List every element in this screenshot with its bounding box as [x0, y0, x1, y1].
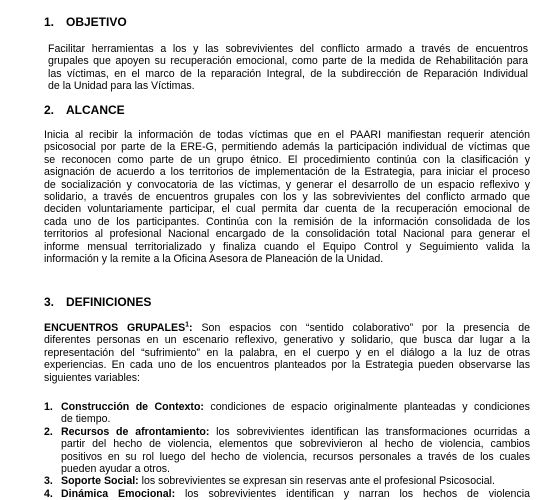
variable-term: Recursos de afrontamiento: — [61, 425, 210, 438]
text-line — [61, 426, 530, 438]
text-line: experiencias. En cada uno de los encuentros planteados por la Estrategia pueden observarse las — [44, 359, 530, 372]
section-number: 2. — [44, 103, 55, 117]
text-line: pueden ayudar a otros. — [61, 463, 170, 476]
section-heading-definiciones — [44, 296, 151, 309]
list-number: 3. — [44, 475, 53, 488]
text-line: información y la remite a la Oficina Asesora de Planeación de la Unidad. — [44, 253, 384, 266]
text-line: de la Unidad para las Víctimas. — [48, 80, 195, 93]
text-line: territorios al profesional Nacional encargado de la consolidación total Nacional para generar el — [44, 228, 530, 241]
variable-text: condiciones de espacio originalmente planteadas y condiciones — [210, 401, 530, 413]
text-line: Inicia al recibir la información de todas víctimas que en el PAARI manifiestan requerir atención — [44, 129, 530, 141]
section-title: ALCANCE — [66, 103, 125, 117]
definiciones-paragraph — [44, 322, 530, 384]
text-line: las víctimas, en el marco de la reparación Integral, de la subdirección de Reparación Individual — [48, 67, 528, 80]
text-line: se reconocen como parte de un grupo étnico. El procedimiento continúa con la clasificación y — [44, 153, 530, 166]
objetivo-paragraph — [48, 43, 528, 93]
text-line — [61, 401, 530, 413]
text-line: diferentes personas en un escenario reflexivo, generativo y solidario, que busca dar lugar a la — [44, 334, 530, 347]
section-title: OBJETIVO — [66, 15, 127, 29]
text-line: partir del hecho de violencia, elementos que sobrevivieron al hecho de violencia, cambios — [61, 438, 530, 451]
text-line — [61, 475, 530, 487]
text-line: cada uno de los participantes. Continúa con la remisión de la información consolidada de los — [44, 215, 530, 228]
text-line: Facilitar herramientas a los y las sobrevivientes del conflicto armado a través de encuentros — [48, 43, 528, 55]
section-number: 3. — [44, 295, 55, 309]
text-line: positivos en su rol luego del hecho de violencia, recursos personales a través de los cuales — [61, 450, 530, 463]
list-item — [44, 401, 530, 426]
term-colon: : — [189, 322, 193, 334]
defined-term: ENCUENTROS GRUPALES — [44, 322, 186, 334]
text-line: psicosocial por parte de la ERE-G, permitiendo además la participación individual de víctimas que — [44, 141, 530, 154]
variable-text: los sobrevivientes identifican las transformaciones ocurridas a — [216, 425, 530, 438]
section-heading-alcance — [44, 104, 125, 117]
variable-text: los sobrevivientes se expresan sin reservas ante el profesional Psicosocial. — [141, 475, 495, 488]
list-number: 4. — [44, 487, 53, 500]
text-line: siguientes variables: — [44, 371, 140, 384]
list-number: 2. — [44, 425, 53, 438]
list-item — [44, 488, 530, 500]
text-line: representación del “sufrimiento” en la palabra, en el cuerpo y en el diálogo a la luz de otras — [44, 346, 530, 359]
text-line: informe mensual territorializado y finaliza cuando el Equipo Control y Seguimiento valida la — [44, 240, 530, 253]
section-number: 1. — [44, 15, 55, 29]
list-item — [44, 475, 530, 487]
text-line: grupales que apoyen su recuperación emocional, como parte de la medida de Rehabilitación para — [48, 55, 528, 68]
definition-text: Son espacios con “sentido colaborativo” por la presencia de — [201, 322, 530, 334]
footnote-marker[interactable]: 1 — [185, 321, 190, 329]
text-line: deciden voluntariamente participar, el cual permita dar cuenta de la recuperación emocional de — [44, 203, 530, 216]
alcance-paragraph — [44, 129, 530, 265]
text-line: de tiempo. — [61, 413, 111, 426]
text-line: de socialización y convocatoria de las víctimas, y generar el desarrollo de un espacio reflexivo y — [44, 178, 530, 191]
section-heading-objetivo — [44, 16, 127, 29]
list-item — [44, 426, 530, 476]
variable-term: Construcción de Contexto: — [61, 401, 204, 413]
variable-text: los sobrevivientes identifican y narran los hechos de violencia — [185, 487, 530, 500]
text-line — [44, 322, 530, 334]
text-line — [61, 488, 530, 500]
variable-term: Dinámica Emocional: — [61, 487, 176, 500]
variable-term: Soporte Social: — [61, 475, 139, 488]
section-title: DEFINICIONES — [66, 295, 152, 309]
list-number: 1. — [44, 401, 53, 413]
variables-list — [44, 401, 530, 500]
text-line: asignación de acuerdo a los territorios de implementación de la Estrategia, para iniciar el proceso — [44, 166, 530, 179]
text-line: solidario, a través de encuentros grupales con los y las sobrevivientes del conflicto armado que — [44, 191, 530, 204]
